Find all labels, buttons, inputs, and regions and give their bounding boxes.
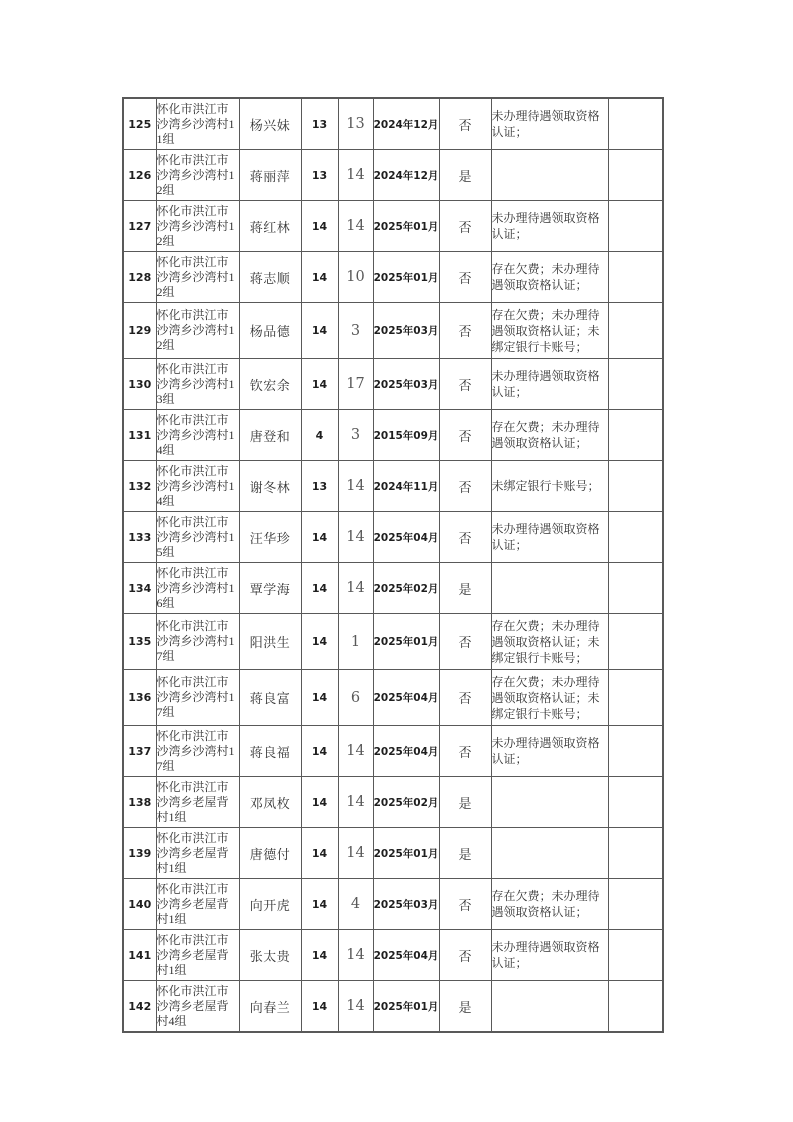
cell-blank [608, 303, 663, 359]
cell-remarks: 未办理待遇领取资格认证； [491, 726, 608, 777]
table-row [123, 98, 663, 150]
cell-remarks: 存在欠费；未办理待遇领取资格认证； [491, 410, 608, 461]
cell-number-b: 4 [338, 879, 373, 930]
cell-date: 2025年01月 [373, 252, 439, 303]
cell-date: 2025年01月 [373, 828, 439, 879]
cell-number-b: 14 [338, 150, 373, 201]
cell-number-a: 13 [301, 150, 338, 201]
cell-remarks: 未办理待遇领取资格认证； [491, 98, 608, 150]
cell-number-b: 14 [338, 981, 373, 1033]
cell-date: 2025年03月 [373, 303, 439, 359]
cell-flag: 否 [439, 879, 491, 930]
cell-name: 邓凤枚 [239, 777, 301, 828]
cell-name: 向春兰 [239, 981, 301, 1033]
cell-number-b: 14 [338, 563, 373, 614]
cell-remarks: 存在欠费；未办理待遇领取资格认证； [491, 252, 608, 303]
cell-name: 蒋志顺 [239, 252, 301, 303]
cell-blank [608, 828, 663, 879]
cell-remarks [491, 981, 608, 1033]
cell-row-number: 141 [123, 930, 156, 981]
cell-remarks: 存在欠费；未办理待遇领取资格认证；未绑定银行卡账号； [491, 670, 608, 726]
cell-blank [608, 150, 663, 201]
table-row [123, 201, 663, 252]
cell-flag: 是 [439, 828, 491, 879]
cell-address: 怀化市洪江市沙湾乡沙湾村13组 [156, 359, 239, 410]
cell-row-number: 127 [123, 201, 156, 252]
cell-name: 覃学海 [239, 563, 301, 614]
cell-blank [608, 359, 663, 410]
cell-name: 蒋丽萍 [239, 150, 301, 201]
cell-number-a: 13 [301, 461, 338, 512]
table-row [123, 981, 663, 1033]
table-row [123, 252, 663, 303]
cell-address: 怀化市洪江市沙湾乡老屋背村4组 [156, 981, 239, 1033]
cell-remarks [491, 150, 608, 201]
cell-number-a: 14 [301, 777, 338, 828]
cell-blank [608, 563, 663, 614]
cell-name: 谢冬林 [239, 461, 301, 512]
cell-blank [608, 726, 663, 777]
cell-remarks: 未办理待遇领取资格认证； [491, 512, 608, 563]
table-row [123, 359, 663, 410]
table-row [123, 563, 663, 614]
cell-row-number: 130 [123, 359, 156, 410]
cell-remarks: 未办理待遇领取资格认证； [491, 930, 608, 981]
cell-remarks: 存在欠费；未办理待遇领取资格认证；未绑定银行卡账号； [491, 303, 608, 359]
cell-address: 怀化市洪江市沙湾乡沙湾村17组 [156, 614, 239, 670]
cell-number-a: 14 [301, 512, 338, 563]
table-row [123, 777, 663, 828]
cell-address: 怀化市洪江市沙湾乡沙湾村15组 [156, 512, 239, 563]
cell-number-a: 14 [301, 252, 338, 303]
cell-date: 2025年04月 [373, 512, 439, 563]
cell-number-a: 14 [301, 359, 338, 410]
cell-number-a: 14 [301, 828, 338, 879]
cell-blank [608, 981, 663, 1033]
cell-address: 怀化市洪江市沙湾乡沙湾村12组 [156, 201, 239, 252]
cell-date: 2024年12月 [373, 150, 439, 201]
cell-address: 怀化市洪江市沙湾乡沙湾村17组 [156, 670, 239, 726]
cell-remarks [491, 828, 608, 879]
cell-number-b: 14 [338, 828, 373, 879]
cell-number-a: 14 [301, 201, 338, 252]
cell-number-a: 4 [301, 410, 338, 461]
cell-flag: 否 [439, 670, 491, 726]
cell-address: 怀化市洪江市沙湾乡沙湾村16组 [156, 563, 239, 614]
table-row [123, 461, 663, 512]
cell-blank [608, 614, 663, 670]
cell-row-number: 129 [123, 303, 156, 359]
cell-number-a: 14 [301, 879, 338, 930]
records-table [122, 97, 664, 1033]
cell-date: 2025年01月 [373, 614, 439, 670]
cell-remarks [491, 777, 608, 828]
cell-number-b: 6 [338, 670, 373, 726]
cell-row-number: 126 [123, 150, 156, 201]
records-tbody [123, 98, 663, 1032]
cell-number-a: 14 [301, 614, 338, 670]
cell-row-number: 132 [123, 461, 156, 512]
cell-name: 汪华珍 [239, 512, 301, 563]
cell-row-number: 138 [123, 777, 156, 828]
table-row [123, 410, 663, 461]
cell-number-b: 14 [338, 201, 373, 252]
cell-blank [608, 512, 663, 563]
cell-address: 怀化市洪江市沙湾乡沙湾村12组 [156, 150, 239, 201]
cell-date: 2024年11月 [373, 461, 439, 512]
cell-number-a: 14 [301, 981, 338, 1033]
table-row [123, 828, 663, 879]
cell-address: 怀化市洪江市沙湾乡老屋背村1组 [156, 879, 239, 930]
cell-address: 怀化市洪江市沙湾乡老屋背村1组 [156, 777, 239, 828]
cell-row-number: 125 [123, 98, 156, 150]
cell-blank [608, 670, 663, 726]
cell-name: 张太贵 [239, 930, 301, 981]
cell-name: 杨兴妹 [239, 98, 301, 150]
cell-number-a: 14 [301, 930, 338, 981]
cell-address: 怀化市洪江市沙湾乡老屋背村1组 [156, 930, 239, 981]
table-row [123, 879, 663, 930]
cell-name: 向开虎 [239, 879, 301, 930]
cell-flag: 否 [439, 98, 491, 150]
cell-number-a: 14 [301, 303, 338, 359]
cell-blank [608, 777, 663, 828]
cell-name: 唐登和 [239, 410, 301, 461]
cell-remarks: 未办理待遇领取资格认证； [491, 359, 608, 410]
cell-date: 2025年03月 [373, 359, 439, 410]
cell-address: 怀化市洪江市沙湾乡沙湾村17组 [156, 726, 239, 777]
cell-date: 2025年01月 [373, 201, 439, 252]
cell-blank [608, 461, 663, 512]
cell-blank [608, 879, 663, 930]
cell-date: 2025年04月 [373, 930, 439, 981]
cell-blank [608, 930, 663, 981]
cell-address: 怀化市洪江市沙湾乡沙湾村14组 [156, 461, 239, 512]
cell-flag: 否 [439, 303, 491, 359]
cell-name: 蒋红林 [239, 201, 301, 252]
cell-date: 2025年04月 [373, 670, 439, 726]
cell-number-b: 1 [338, 614, 373, 670]
cell-number-a: 13 [301, 98, 338, 150]
cell-number-b: 13 [338, 98, 373, 150]
cell-number-b: 14 [338, 726, 373, 777]
cell-date: 2025年02月 [373, 563, 439, 614]
cell-blank [608, 98, 663, 150]
cell-number-b: 10 [338, 252, 373, 303]
cell-date: 2024年12月 [373, 98, 439, 150]
cell-date: 2025年02月 [373, 777, 439, 828]
cell-row-number: 134 [123, 563, 156, 614]
cell-number-a: 14 [301, 563, 338, 614]
cell-blank [608, 201, 663, 252]
cell-row-number: 142 [123, 981, 156, 1033]
cell-address: 怀化市洪江市沙湾乡沙湾村12组 [156, 303, 239, 359]
cell-flag: 否 [439, 252, 491, 303]
cell-number-b: 3 [338, 303, 373, 359]
cell-number-b: 14 [338, 461, 373, 512]
cell-blank [608, 252, 663, 303]
cell-number-b: 14 [338, 930, 373, 981]
cell-flag: 否 [439, 614, 491, 670]
cell-address: 怀化市洪江市沙湾乡沙湾村14组 [156, 410, 239, 461]
cell-flag: 是 [439, 777, 491, 828]
cell-flag: 是 [439, 150, 491, 201]
cell-name: 杨品德 [239, 303, 301, 359]
cell-flag: 否 [439, 359, 491, 410]
cell-number-b: 3 [338, 410, 373, 461]
cell-date: 2025年03月 [373, 879, 439, 930]
cell-row-number: 140 [123, 879, 156, 930]
cell-remarks: 未办理待遇领取资格认证； [491, 201, 608, 252]
cell-number-b: 17 [338, 359, 373, 410]
cell-flag: 否 [439, 726, 491, 777]
cell-flag: 否 [439, 201, 491, 252]
cell-flag: 否 [439, 930, 491, 981]
cell-name: 阳洪生 [239, 614, 301, 670]
cell-date: 2015年09月 [373, 410, 439, 461]
cell-flag: 否 [439, 410, 491, 461]
cell-number-a: 14 [301, 670, 338, 726]
cell-name: 钦宏余 [239, 359, 301, 410]
cell-number-a: 14 [301, 726, 338, 777]
cell-flag: 是 [439, 563, 491, 614]
table-row [123, 150, 663, 201]
table-row [123, 512, 663, 563]
cell-blank [608, 410, 663, 461]
cell-name: 唐德付 [239, 828, 301, 879]
cell-address: 怀化市洪江市沙湾乡老屋背村1组 [156, 828, 239, 879]
cell-row-number: 136 [123, 670, 156, 726]
cell-flag: 否 [439, 512, 491, 563]
cell-row-number: 135 [123, 614, 156, 670]
cell-flag: 否 [439, 461, 491, 512]
cell-name: 蒋良富 [239, 670, 301, 726]
cell-number-b: 14 [338, 777, 373, 828]
table-row [123, 614, 663, 670]
table-row [123, 303, 663, 359]
table-row [123, 930, 663, 981]
cell-remarks [491, 563, 608, 614]
table-row [123, 726, 663, 777]
cell-remarks: 存在欠费；未办理待遇领取资格认证； [491, 879, 608, 930]
cell-flag: 是 [439, 981, 491, 1033]
cell-row-number: 131 [123, 410, 156, 461]
cell-row-number: 128 [123, 252, 156, 303]
cell-date: 2025年01月 [373, 981, 439, 1033]
cell-row-number: 137 [123, 726, 156, 777]
cell-row-number: 133 [123, 512, 156, 563]
cell-address: 怀化市洪江市沙湾乡沙湾村12组 [156, 252, 239, 303]
cell-row-number: 139 [123, 828, 156, 879]
cell-address: 怀化市洪江市沙湾乡沙湾村11组 [156, 98, 239, 150]
cell-name: 蒋良福 [239, 726, 301, 777]
cell-number-b: 14 [338, 512, 373, 563]
table-row [123, 670, 663, 726]
cell-remarks: 未绑定银行卡账号； [491, 461, 608, 512]
cell-date: 2025年04月 [373, 726, 439, 777]
cell-remarks: 存在欠费；未办理待遇领取资格认证；未绑定银行卡账号； [491, 614, 608, 670]
